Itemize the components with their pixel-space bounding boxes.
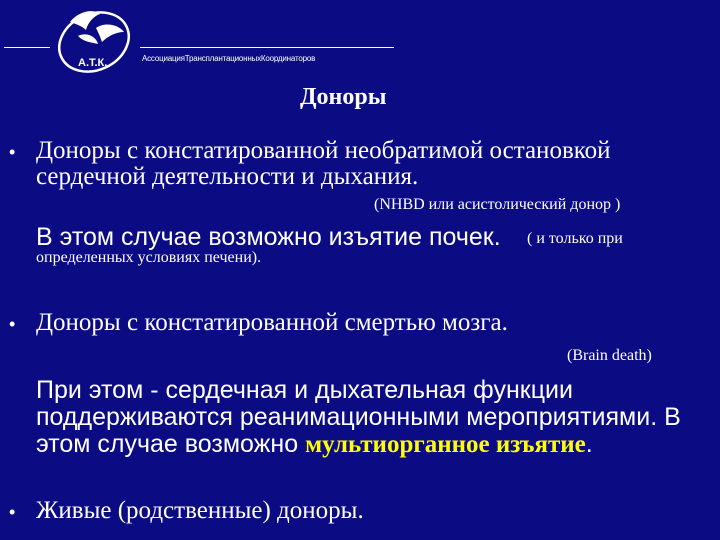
- item2-sub-line2: поддерживаются реанимационными мероприятиями. В: [36, 403, 681, 431]
- logo-rule-left: [4, 47, 50, 48]
- logo-rule-right: [140, 47, 394, 48]
- item1-line2: сердечной деятельности и дыхания.: [36, 163, 419, 190]
- logo-emblem-icon: [48, 2, 140, 74]
- logo-org-name: АссоциацияТрансплантационныхКоординаторов: [142, 54, 316, 63]
- logo-abbr: А.Т.К.: [78, 57, 108, 69]
- item2-sub-line1: При этом - сердечная и дыхательная функции: [36, 376, 573, 404]
- bullet-marker: •: [9, 142, 16, 162]
- item2-note: (Brain death): [567, 347, 652, 364]
- item2-sub-line3-pre: этом случае возможно: [36, 430, 306, 458]
- item2-sub-line3-post: .: [585, 430, 593, 458]
- bullet-marker: •: [9, 502, 16, 522]
- item1-sub-note2: определенных условиях печени).: [36, 249, 262, 266]
- item1-line1: Доноры с констатированной необратимой остановкой: [36, 137, 611, 164]
- item3-text: Живые (родственные) доноры.: [36, 497, 364, 524]
- item2-highlight: мультиорганное изъятие: [305, 431, 586, 458]
- item2-text: Доноры с констатированной смертью мозга.: [36, 309, 508, 336]
- item1-note: (NHBD или асистолический донор ): [374, 196, 621, 213]
- item1-sub-main: В этом случае возможно изъятие почек.: [36, 223, 501, 251]
- bullet-marker: •: [9, 314, 16, 334]
- slide-title: Доноры: [300, 84, 387, 110]
- logo: [0, 0, 400, 80]
- item2-sub-line3: [36, 431, 593, 458]
- item1-sub-note1: ( и только при: [527, 230, 623, 247]
